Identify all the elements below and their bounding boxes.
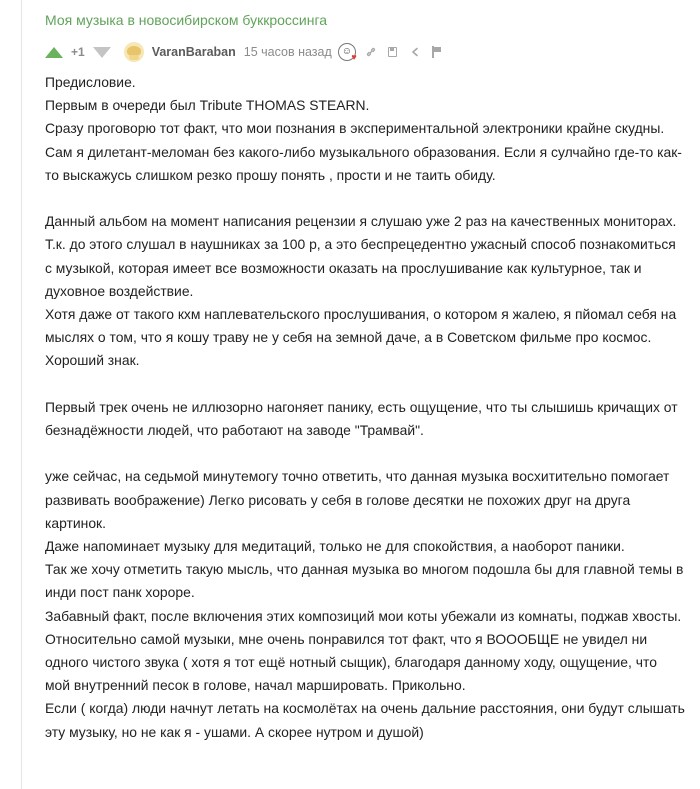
blank-line — [45, 442, 685, 465]
paragraph: Т.к. до этого слушал в наушниках за 100 р, а это беспрецедентно ужасный способ познакомиться с музыкой, которая имеет все возможности оказать на прослушивание как культурное, так и духовное воздействие. — [45, 236, 676, 299]
user-avatar[interactable] — [124, 42, 144, 62]
flag-icon[interactable] — [430, 45, 444, 59]
thread-title-link[interactable]: Моя музыка в новосибирском буккроссинга — [45, 12, 328, 28]
paragraph: Сразу проговорю тот факт, что мои познания в экспериментальной электроники крайне скудны. — [45, 120, 665, 137]
share-icon[interactable] — [408, 45, 422, 59]
thread-line[interactable] — [21, 0, 22, 789]
comment-timestamp: 15 часов назад — [243, 45, 332, 59]
paragraph: Так же хочу отметить такую мысль, что данная музыка во многом подошла бы для главной темы в инди пост панк хороре. — [45, 561, 684, 601]
paragraph: Первым в очереди был Tribute THOMAS STEARN. — [45, 97, 370, 114]
arrow-up-icon[interactable] — [45, 47, 63, 58]
username-link[interactable]: VaranBaraban — [151, 45, 236, 59]
comment-header — [45, 42, 444, 62]
paragraph: Если ( когда) люди начнут летать на космолётах на очень дальние расстояния, они будут слышать эту музыку, но не как я - ушами. А скорее нутром и душой) — [45, 700, 685, 740]
paragraph: Сам я дилетант-меломан без какого-либо музыкального образования. Если я сулчайно где-то как-то выскажусь слишком резко прошу понять , прости и не таить обиду. — [45, 143, 682, 183]
paragraph: Относительно самой музыки, мне очень понравился тот факт, что я ВОООБЩЕ не увидел ни одного чистого звука ( хотя я тот ещё нотный сыщик), благодаря данному ходу, ощущение, что мой внутренний песок в голове, начал маршировать. Прикольно. — [45, 630, 657, 694]
paragraph: Даже напоминает музыку для медитаций, только не для спокойствия, а наоборот паники. — [45, 538, 625, 555]
profile-badge-icon[interactable]: ☺ ♥ — [338, 43, 356, 61]
arrow-down-icon[interactable] — [93, 47, 111, 58]
blank-line — [45, 187, 685, 210]
paragraph: уже сейчас, на седьмой минутемогу точно ответить, что данная музыка восхитительно помогает развивать воображение) Легко рисовать у себя в голове десятки не похожих друг на друга картинок. — [45, 468, 670, 531]
comment-body — [45, 71, 685, 744]
paragraph: Данный альбом на момент написания рецензии я слушаю уже 2 раз на качественных мониторах. — [45, 213, 677, 230]
comment-rating: +1 — [71, 45, 85, 59]
paragraph: Забавный факт, после включения этих композиций мои коты убежали из комнаты, поджав хвосты. — [45, 607, 682, 624]
save-icon[interactable] — [386, 45, 400, 59]
paragraph: Первый трек очень не иллюзорно нагоняет панику, есть ощущение, что ты слышишь кричащих от безнадёжности людей, что работают на заводе "Трамвай". — [45, 398, 678, 439]
paragraph: Хороший знак. — [45, 352, 140, 369]
paragraph: Хотя даже от такого кхм наплевательского прослушивания, о котором я жалею, я пйомал себя на мыслях о том, что я кошу траву не у себя на земной даче, а в Советском фильме про космос. — [45, 306, 677, 346]
blank-line — [45, 373, 685, 396]
link-icon[interactable] — [364, 45, 378, 59]
paragraph: Предисловие. — [45, 74, 136, 90]
